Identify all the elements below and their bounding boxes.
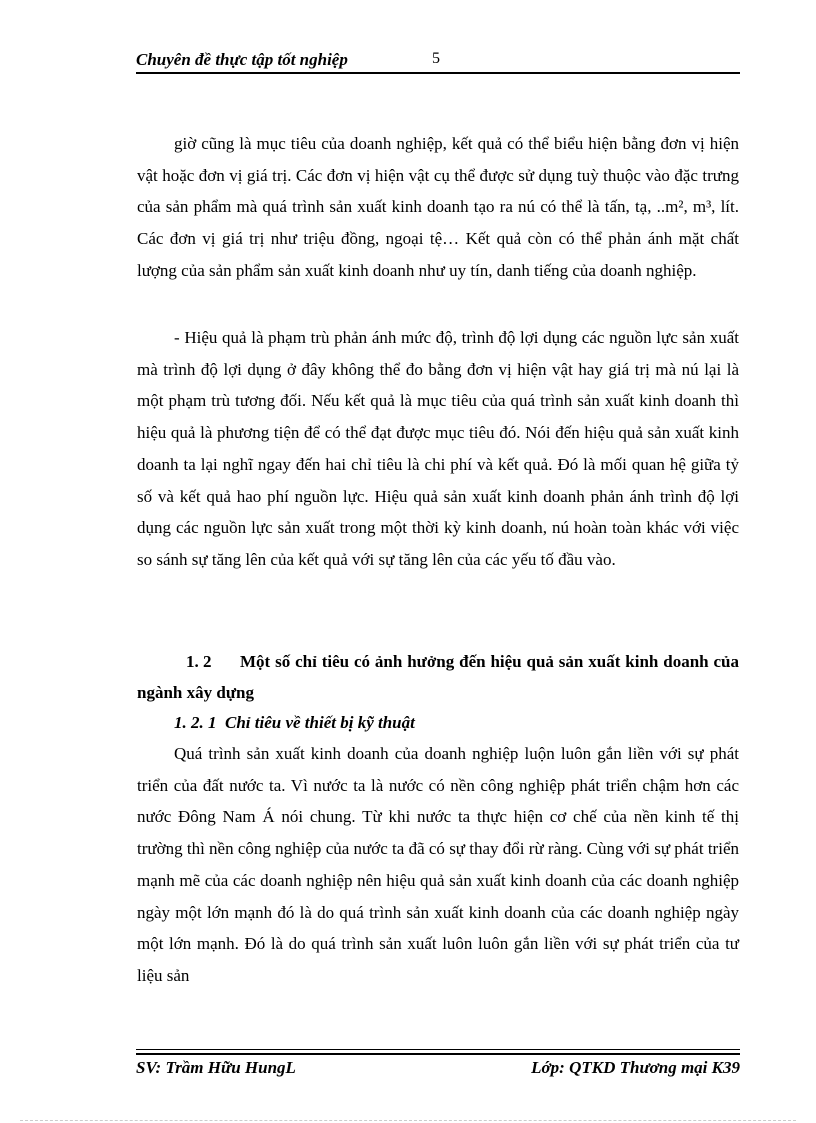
paragraph-results: [137, 128, 739, 287]
footer-student: SV: Trầm Hữu HungL: [136, 1058, 296, 1077]
paragraph-results-text: giờ cũng là mục tiêu của doanh nghiệp, kết quả có thể biểu hiện bằng đơn vị hiện vật hoặc đơn vị giá trị. Các đơn vị hiện vật cụ thể được sử dụng tuỳ thuộc vào đặc trưng của sản phẩm mà quá trình sản xuất kinh doanh tạo ra nú có thể là tấn, tạ, ..m², m³, lít. Các đơn vị giá trị như triệu đồng, ngoại tệ… Kết quả còn có thể phản ánh mặt chất lượng của sản phẩm sản xuất kinh doanh như uy tín, danh tiếng của doanh nghiệp.: [137, 134, 739, 280]
footer-rule: [136, 1049, 740, 1050]
document-title: Chuyên đề thực tập tốt nghiệp: [136, 50, 348, 69]
section-title: Một số chỉ tiêu có ảnh hưởng đến hiệu quả sản xuất kinh doanh của ngành xây dựng: [137, 652, 739, 702]
footer-class: Lớp: QTKD Thương mại K39: [531, 1058, 740, 1077]
footer-rule-thick: [136, 1053, 740, 1055]
subsection-title: Chỉ tiêu về thiết bị kỹ thuật: [225, 713, 415, 732]
header-rule: [136, 72, 740, 74]
page-number: 5: [432, 50, 440, 67]
page-edge: [20, 1120, 796, 1121]
subsection-heading: [174, 713, 415, 733]
section-number: 1. 2: [186, 652, 212, 671]
page-header: [136, 50, 740, 72]
section-heading: [137, 646, 739, 708]
paragraph-technical: Quá trình sản xuất kinh doanh của doanh nghiệp luộn luôn gắn liền với sự phát triển của đất nước ta. Vì nước ta là nước có nền công nghiệp phát triển chậm hơn các nước Đông Nam Á nói chung. Từ khi nước ta thực hiện cơ chế của nền kinh tế thị trường thì nền công nghiệp của nước ta đã có sự thay đổi rừ ràng. Cùng với sự phát triển mạnh mẽ của các doanh nghiệp nên hiệu quả sản xuất kinh doanh của các doanh nghiệp ngày một lớn mạnh đó là do quá trình sản xuất kinh doanh của các doanh nghiệp ngày một lớn mạnh. Đó là do quá trình sản xuất luôn luôn gắn liền với sự phát triển của tư liệu sản: [137, 744, 739, 985]
paragraph-efficiency: - Hiệu quả là phạm trù phản ánh mức độ, trình độ lợi dụng các nguồn lực sản xuất mà trình độ lợi dụng ở đây không thể đo bằng đơn vị hiện vật hay giá trị mà nú lại là một phạm trù tương đối. Nếu kết quả là mục tiêu của quá trình sản xuất kinh doanh thì hiệu quả là phương tiện để có thể đạt được mục tiêu đó. Nói đến hiệu quả sản xuất kinh doanh ta lại nghĩ ngay đến hai chỉ tiêu là chi phí và kết quả. Đó là mối quan hệ giữa tỷ số và kết quả hao phí nguồn lực. Hiệu quả sản xuất kinh doanh phản ánh trình độ lợi dụng các nguồn lực sản xuất trong một thời kỳ kinh doanh, nú hoàn toàn khác với việc so sánh sự tăng lên của kết quả với sự tăng lên của các yếu tố đầu vào.: [137, 328, 739, 569]
subsection-number: 1. 2. 1: [174, 713, 217, 732]
